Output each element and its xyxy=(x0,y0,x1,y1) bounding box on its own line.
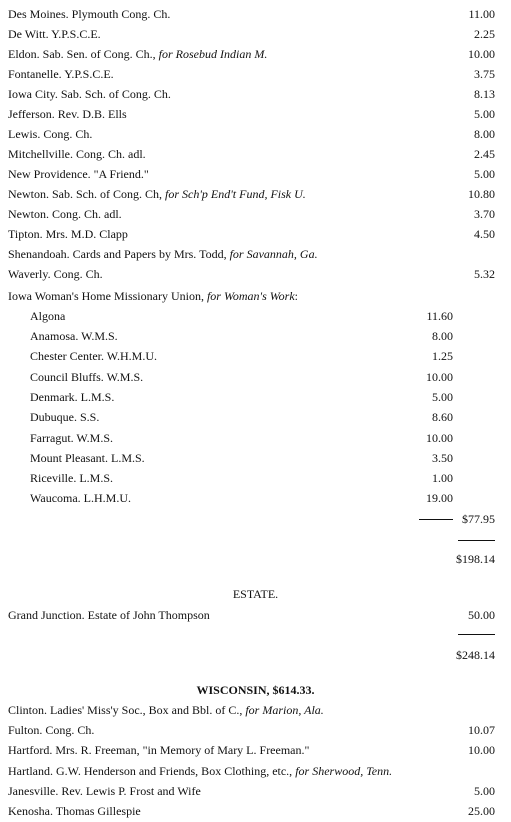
sub-entry-label: Riceville. L.M.S. xyxy=(30,471,113,485)
whmu-header-label: Iowa Woman's Home Missionary Union, for Woman's Work: xyxy=(8,289,299,303)
sub-entry-row xyxy=(0,306,511,326)
entry-row xyxy=(0,720,511,740)
sub-entry-amount: 8.60 xyxy=(432,410,453,424)
entry-label: Mitchellville. Cong. Ch. adl. xyxy=(8,147,146,161)
entry-label: De Witt. Y.P.S.C.E. xyxy=(8,27,101,41)
entry-label: Janesville. Rev. Lewis P. Frost and Wife xyxy=(8,784,201,798)
estate-heading: ESTATE. xyxy=(232,587,279,601)
entry-row xyxy=(0,204,511,224)
sub-entry-amount: 1.00 xyxy=(432,471,453,485)
entry-row xyxy=(0,605,511,625)
iowa-total-row xyxy=(0,549,511,569)
entry-row xyxy=(0,264,511,284)
iowa-total: $198.14 xyxy=(456,552,495,566)
sub-entry-row xyxy=(0,488,511,508)
entry-row xyxy=(0,781,511,801)
entry-row xyxy=(0,64,511,84)
sub-entry-amount: 5.00 xyxy=(432,390,453,404)
entry-amount: 10.07 xyxy=(468,723,495,737)
entry-row xyxy=(0,144,511,164)
entry-label: Newton. Sab. Sch. of Cong. Ch, for Sch'p End't Fund, Fisk U. xyxy=(8,187,306,201)
entry-row xyxy=(0,24,511,44)
whmu-subtotal: $77.95 xyxy=(462,512,495,526)
sub-entry-label: Council Bluffs. W.M.S. xyxy=(30,370,144,384)
sub-entry-row xyxy=(0,407,511,427)
entry-amount: 10.80 xyxy=(468,187,495,201)
entry-row xyxy=(0,124,511,144)
sub-entry-label: Algona xyxy=(30,309,66,323)
entry-row xyxy=(0,224,511,244)
entry-amount: 5.32 xyxy=(474,267,495,281)
total-rule xyxy=(458,540,495,541)
entry-amount: 10.00 xyxy=(468,743,495,757)
sub-entry-label: Anamosa. W.M.S. xyxy=(30,329,118,343)
entry-row xyxy=(0,740,511,760)
whmu-subtotal-row xyxy=(0,509,511,529)
entry-row xyxy=(0,184,511,204)
entry-label: Hartford. Mrs. R. Freeman, "in Memory of Mary L. Freeman." xyxy=(8,743,310,757)
sub-entry-row xyxy=(0,346,511,366)
entry-label: Clinton. Ladies' Miss'y Soc., Box and Bbl. of C., for Marion, Ala. xyxy=(8,703,324,717)
entry-label: Lewis. Cong. Ch. xyxy=(8,127,93,141)
entry-label: Jefferson. Rev. D.B. Ells xyxy=(8,107,127,121)
entry-amount: 8.00 xyxy=(474,127,495,141)
entry-row xyxy=(0,244,511,264)
entry-amount: 3.70 xyxy=(474,207,495,221)
sub-entry-label: Mount Pleasant. L.M.S. xyxy=(30,451,145,465)
sub-entry-amount: 10.00 xyxy=(426,431,453,445)
sub-entry-row xyxy=(0,367,511,387)
sub-entry-amount: 11.60 xyxy=(426,309,453,323)
wisconsin-heading: WISCONSIN, $614.33. xyxy=(196,683,315,697)
sub-entry-amount: 19.00 xyxy=(426,491,453,505)
entry-amount: 3.75 xyxy=(474,67,495,81)
whmu-header xyxy=(0,286,511,306)
estate-total: $248.14 xyxy=(456,648,495,662)
entry-label: Newton. Cong. Ch. adl. xyxy=(8,207,122,221)
sub-entry-label: Dubuque. S.S. xyxy=(30,410,100,424)
entry-amount: 5.00 xyxy=(474,167,495,181)
sub-entry-amount: 1.25 xyxy=(432,349,453,363)
entry-label: Hartland. G.W. Henderson and Friends, Box Clothing, etc., for Sherwood, Tenn. xyxy=(8,764,393,778)
entry-label: Shenandoah. Cards and Papers by Mrs. Todd, for Savannah, Ga. xyxy=(8,247,318,261)
entry-label: Grand Junction. Estate of John Thompson xyxy=(8,608,210,622)
entry-row xyxy=(0,164,511,184)
entry-amount: 8.13 xyxy=(474,87,495,101)
entry-label: Fulton. Cong. Ch. xyxy=(8,723,95,737)
sub-entry-row xyxy=(0,428,511,448)
sub-entry-amount: 3.50 xyxy=(432,451,453,465)
entry-amount: 4.50 xyxy=(474,227,495,241)
entry-amount: 2.25 xyxy=(474,27,495,41)
sub-entry-row xyxy=(0,326,511,346)
entry-label: Eldon. Sab. Sen. of Cong. Ch., for Rosebud Indian M. xyxy=(8,47,268,61)
entry-amount: 50.00 xyxy=(468,608,495,622)
sub-entry-row xyxy=(0,387,511,407)
entry-label: Kenosha. Thomas Gillespie xyxy=(8,804,141,818)
entry-amount: 5.00 xyxy=(474,107,495,121)
entry-label: Fontanelle. Y.P.S.C.E. xyxy=(8,67,114,81)
entry-label: Waverly. Cong. Ch. xyxy=(8,267,103,281)
sub-entry-label: Farragut. W.M.S. xyxy=(30,431,114,445)
sub-entry-amount: 8.00 xyxy=(432,329,453,343)
entry-label: Iowa City. Sab. Sch. of Cong. Ch. xyxy=(8,87,171,101)
entry-row xyxy=(0,700,511,720)
entry-row xyxy=(0,84,511,104)
entry-amount: 2.45 xyxy=(474,147,495,161)
entry-row xyxy=(0,104,511,124)
entry-amount: 5.00 xyxy=(474,784,495,798)
total-rule xyxy=(458,634,495,635)
entry-label: Des Moines. Plymouth Cong. Ch. xyxy=(8,7,171,21)
entry-row xyxy=(0,801,511,821)
entry-amount: 10.00 xyxy=(468,47,495,61)
entry-row xyxy=(0,44,511,64)
sub-entry-row xyxy=(0,448,511,468)
entry-row xyxy=(0,761,511,781)
entry-amount: 11.00 xyxy=(468,7,495,21)
entry-label: Tipton. Mrs. M.D. Clapp xyxy=(8,227,128,241)
sub-entry-amount: 10.00 xyxy=(426,370,453,384)
entry-amount: 25.00 xyxy=(468,804,495,818)
sub-entry-label: Chester Center. W.H.M.U. xyxy=(30,349,157,363)
entry-label: New Providence. "A Friend." xyxy=(8,167,149,181)
estate-total-row xyxy=(0,645,511,665)
sub-entry-label: Waucoma. L.H.M.U. xyxy=(30,491,132,505)
entry-row xyxy=(0,4,511,24)
sub-entry-label: Denmark. L.M.S. xyxy=(30,390,115,404)
sub-entry-row xyxy=(0,468,511,488)
